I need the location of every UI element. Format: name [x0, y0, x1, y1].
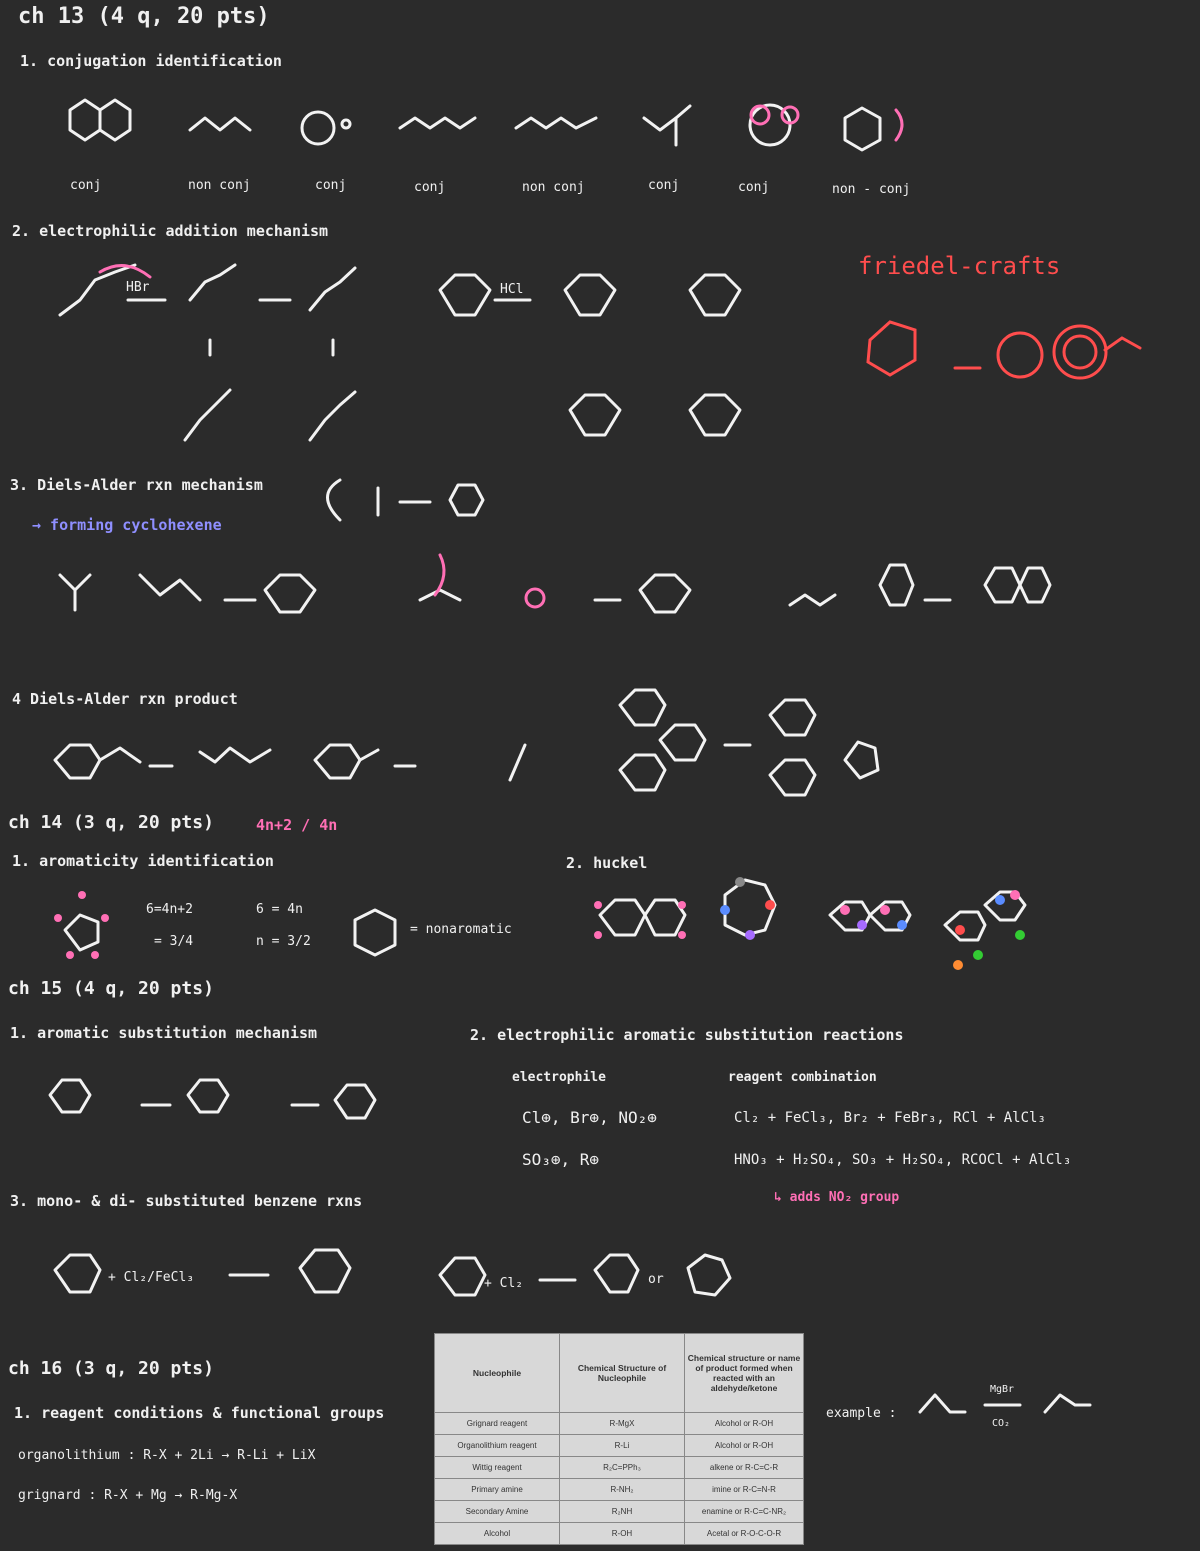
table-cell: R-OH	[560, 1522, 685, 1544]
q3-or: or	[648, 1272, 664, 1287]
table-cell: R-Li	[560, 1434, 685, 1456]
aromatic-note: = 3/4	[154, 934, 194, 949]
ch13-q3-subtitle: → forming cyclohexene	[32, 516, 222, 534]
ch14-q2-title: 2. huckel	[566, 854, 648, 872]
conj-label: conj	[315, 178, 347, 193]
electrophiles-row1: Cl⊕, Br⊕, NO₂⊕	[522, 1108, 657, 1127]
table-cell: Primary amine	[435, 1478, 560, 1500]
table-header: Chemical Structure of Nucleophile	[560, 1334, 685, 1413]
table-cell: Alcohol or R-OH	[685, 1412, 804, 1434]
ch13-header: ch 13 (4 q, 20 pts)	[18, 4, 270, 29]
table-cell: imine or R-C=N-R	[685, 1478, 804, 1500]
ch15-q1-title: 1. aromatic substitution mechanism	[10, 1024, 318, 1042]
electrophile-header: electrophile	[512, 1070, 606, 1085]
huckel-rule: 4n+2 / 4n	[256, 816, 338, 834]
table-cell: R₂NH	[560, 1500, 685, 1522]
table-header: Nucleophile	[435, 1334, 560, 1413]
conj-label: non conj	[188, 178, 251, 193]
ch15-q3-title: 3. mono- & di- substituted benzene rxns	[10, 1192, 363, 1210]
table-cell: enamine or R-C=C-NR₂	[685, 1500, 804, 1522]
example-reagent-top: MgBr	[990, 1384, 1015, 1395]
grignard-line: grignard : R-X + Mg → R-Mg-X	[18, 1488, 238, 1503]
ch14-q1-title: 1. aromaticity identification	[12, 852, 274, 870]
q3-reagent-a: + Cl₂/FeCl₃	[108, 1270, 195, 1285]
example-reagent-bottom: CO₂	[992, 1418, 1011, 1429]
ch13-q1-title: 1. conjugation identification	[20, 52, 282, 70]
aromatic-note: 6=4n+2	[146, 902, 193, 917]
electrophiles-row2: SO₃⊕, R⊕	[522, 1150, 600, 1169]
reagents-row2: HNO₃ + H₂SO₄, SO₃ + H₂SO₄, RCOCl + AlCl₃	[734, 1152, 1072, 1168]
table-cell: Secondary Amine	[435, 1500, 560, 1522]
aromatic-note: = nonaromatic	[410, 922, 512, 937]
hbr-reagent: HBr	[126, 280, 150, 295]
reagents-note: ↳ adds NO₂ group	[774, 1190, 900, 1205]
ch15-q2-title: 2. electrophilic aromatic substitution reactions	[470, 1026, 904, 1044]
aromatic-note: 6 = 4n	[256, 902, 303, 917]
reagent-header: reagent combination	[728, 1070, 877, 1085]
conj-label: conj	[414, 180, 446, 195]
ch16-header: ch 16 (3 q, 20 pts)	[8, 1358, 214, 1379]
table-header: Chemical structure or name of product formed when reacted with an aldehyde/ketone	[685, 1334, 804, 1413]
table-cell: Acetal or R-O-C-O-R	[685, 1522, 804, 1544]
example-label: example :	[826, 1406, 897, 1421]
ch13-q3-title: 3. Diels-Alder rxn mechanism	[10, 476, 263, 494]
ch13-q4-title: 4 Diels-Alder rxn product	[12, 690, 238, 708]
friedel-crafts-note: friedel-crafts	[858, 252, 1061, 280]
table-cell: alkene or R-C=C-R	[685, 1456, 804, 1478]
table-cell: R-NH₂	[560, 1478, 685, 1500]
table-cell: Wittig reagent	[435, 1456, 560, 1478]
conj-label: conj	[70, 178, 102, 193]
q3-reagent-b: + Cl₂	[484, 1276, 524, 1291]
table-cell: Grignard reagent	[435, 1412, 560, 1434]
ch14-header: ch 14 (3 q, 20 pts)	[8, 812, 214, 833]
reagents-row1: Cl₂ + FeCl₃, Br₂ + FeBr₃, RCl + AlCl₃	[734, 1110, 1046, 1126]
table-cell: Alcohol or R-OH	[685, 1434, 804, 1456]
ch16-q1-title: 1. reagent conditions & functional groups	[14, 1404, 385, 1422]
table-cell: R-MgX	[560, 1412, 685, 1434]
table-cell: Alcohol	[435, 1522, 560, 1544]
aromatic-note: n = 3/2	[256, 934, 311, 949]
table-cell: R₂C=PPh₃	[560, 1456, 685, 1478]
hcl-reagent: HCl	[500, 282, 524, 297]
conj-label: non - conj	[832, 182, 911, 197]
conj-label: conj	[738, 180, 770, 195]
ch15-header: ch 15 (4 q, 20 pts)	[8, 978, 214, 999]
ch13-q2-title: 2. electrophilic addition mechanism	[12, 222, 329, 240]
organolithium-line: organolithium : R-X + 2Li → R-Li + LiX	[18, 1448, 316, 1463]
conj-label: non conj	[522, 180, 585, 195]
table-cell: Organolithium reagent	[435, 1434, 560, 1456]
conj-label: conj	[648, 178, 680, 193]
